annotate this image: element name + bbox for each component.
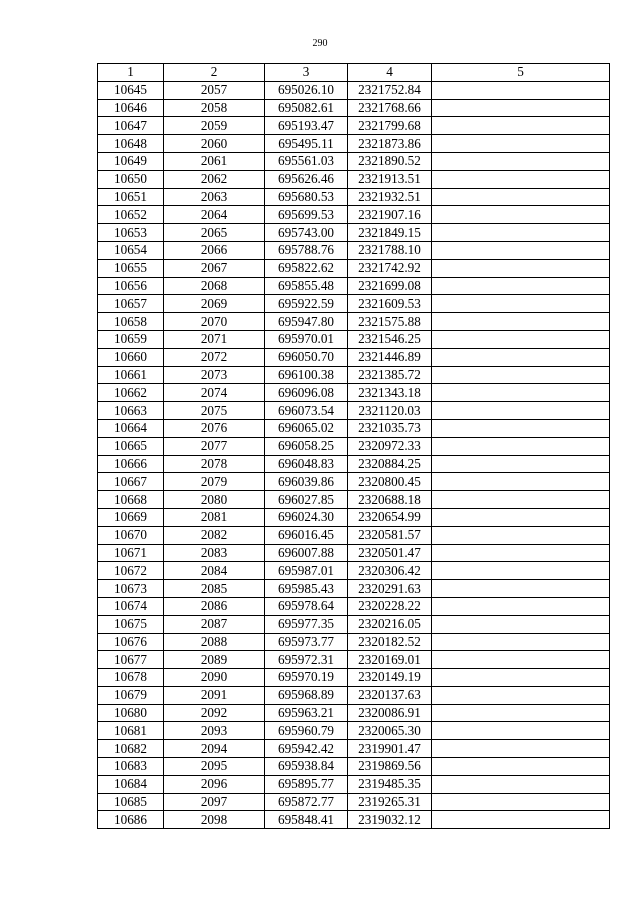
table-cell-col-2: 2074 [164, 384, 265, 402]
table-row [98, 633, 610, 651]
table-cell-col-1: 10646 [98, 99, 164, 117]
table-cell-col-1: 10664 [98, 419, 164, 437]
table-cell-col-2: 2095 [164, 758, 265, 776]
table-cell-col-3: 695978.64 [265, 597, 348, 615]
table-cell-col-5 [432, 455, 610, 473]
table-cell-col-3: 696039.86 [265, 473, 348, 491]
table-cell-col-4: 2321752.84 [348, 81, 432, 99]
table-cell-col-4: 2320800.45 [348, 473, 432, 491]
table-cell-col-3: 696016.45 [265, 526, 348, 544]
table-cell-col-5 [432, 419, 610, 437]
table-cell-col-4: 2320972.33 [348, 437, 432, 455]
column-header-4: 4 [348, 64, 432, 82]
table-cell-col-4: 2320169.01 [348, 651, 432, 669]
table-cell-col-1: 10684 [98, 775, 164, 793]
table-row [98, 526, 610, 544]
table-cell-col-3: 695082.61 [265, 99, 348, 117]
table-cell-col-2: 2057 [164, 81, 265, 99]
table-cell-col-5 [432, 366, 610, 384]
table-row [98, 330, 610, 348]
table-row [98, 99, 610, 117]
table-cell-col-2: 2092 [164, 704, 265, 722]
table-row [98, 669, 610, 687]
table-cell-col-3: 695963.21 [265, 704, 348, 722]
table-cell-col-1: 10662 [98, 384, 164, 402]
table-body [98, 81, 610, 828]
table-cell-col-2: 2080 [164, 491, 265, 509]
table-cell-col-2: 2073 [164, 366, 265, 384]
table-cell-col-2: 2094 [164, 740, 265, 758]
table-cell-col-5 [432, 615, 610, 633]
column-header-5: 5 [432, 64, 610, 82]
table-cell-col-1: 10658 [98, 313, 164, 331]
table-row [98, 508, 610, 526]
table-cell-col-4: 2321546.25 [348, 330, 432, 348]
table-cell-col-5 [432, 348, 610, 366]
table-cell-col-2: 2061 [164, 152, 265, 170]
table-cell-col-1: 10647 [98, 117, 164, 135]
table-cell-col-5 [432, 277, 610, 295]
table-cell-col-3: 696024.30 [265, 508, 348, 526]
table-cell-col-5 [432, 526, 610, 544]
table-cell-col-1: 10656 [98, 277, 164, 295]
table-cell-col-4: 2321446.89 [348, 348, 432, 366]
table-cell-col-2: 2071 [164, 330, 265, 348]
table-row [98, 170, 610, 188]
table-row [98, 277, 610, 295]
table-row [98, 651, 610, 669]
table-cell-col-5 [432, 686, 610, 704]
table-cell-col-2: 2072 [164, 348, 265, 366]
table-cell-col-3: 695987.01 [265, 562, 348, 580]
table-cell-col-1: 10661 [98, 366, 164, 384]
table-cell-col-2: 2088 [164, 633, 265, 651]
table-header-row [98, 64, 610, 82]
table-row [98, 384, 610, 402]
table-cell-col-4: 2320501.47 [348, 544, 432, 562]
table-cell-col-5 [432, 224, 610, 242]
table-cell-col-2: 2084 [164, 562, 265, 580]
table-cell-col-4: 2320065.30 [348, 722, 432, 740]
table-cell-col-1: 10666 [98, 455, 164, 473]
table-cell-col-2: 2068 [164, 277, 265, 295]
table-cell-col-4: 2319265.31 [348, 793, 432, 811]
table-cell-col-1: 10670 [98, 526, 164, 544]
table-cell-col-3: 696096.08 [265, 384, 348, 402]
table-cell-col-2: 2063 [164, 188, 265, 206]
coordinates-table [97, 63, 610, 829]
table-cell-col-4: 2320182.52 [348, 633, 432, 651]
table-cell-col-5 [432, 135, 610, 153]
table-cell-col-3: 696058.25 [265, 437, 348, 455]
table-row [98, 295, 610, 313]
table-cell-col-1: 10667 [98, 473, 164, 491]
table-cell-col-5 [432, 99, 610, 117]
table-cell-col-1: 10651 [98, 188, 164, 206]
table-cell-col-4: 2320654.99 [348, 508, 432, 526]
table-cell-col-3: 695922.59 [265, 295, 348, 313]
table-row [98, 740, 610, 758]
table-cell-col-5 [432, 580, 610, 598]
table-cell-col-4: 2320291.63 [348, 580, 432, 598]
table-cell-col-5 [432, 740, 610, 758]
table-cell-col-1: 10655 [98, 259, 164, 277]
column-header-3: 3 [265, 64, 348, 82]
table-cell-col-5 [432, 206, 610, 224]
table-cell-col-3: 695968.89 [265, 686, 348, 704]
table-cell-col-3: 695938.84 [265, 758, 348, 776]
table-cell-col-5 [432, 722, 610, 740]
table-cell-col-2: 2070 [164, 313, 265, 331]
table-cell-col-4: 2321343.18 [348, 384, 432, 402]
table-cell-col-1: 10649 [98, 152, 164, 170]
table-cell-col-1: 10678 [98, 669, 164, 687]
table-cell-col-3: 696027.85 [265, 491, 348, 509]
table-cell-col-5 [432, 295, 610, 313]
table-cell-col-2: 2059 [164, 117, 265, 135]
table-cell-col-3: 696065.02 [265, 419, 348, 437]
table-row [98, 615, 610, 633]
table-cell-col-3: 695972.31 [265, 651, 348, 669]
table-cell-col-2: 2079 [164, 473, 265, 491]
table-cell-col-2: 2064 [164, 206, 265, 224]
table-cell-col-5 [432, 758, 610, 776]
table-cell-col-5 [432, 491, 610, 509]
table-cell-col-2: 2089 [164, 651, 265, 669]
table-row [98, 366, 610, 384]
table-cell-col-3: 696050.70 [265, 348, 348, 366]
table-cell-col-4: 2321913.51 [348, 170, 432, 188]
table-cell-col-5 [432, 384, 610, 402]
table-cell-col-1: 10659 [98, 330, 164, 348]
table-cell-col-4: 2321907.16 [348, 206, 432, 224]
table-row [98, 758, 610, 776]
table-cell-col-2: 2060 [164, 135, 265, 153]
table-cell-col-1: 10680 [98, 704, 164, 722]
table-row [98, 686, 610, 704]
table-cell-col-2: 2077 [164, 437, 265, 455]
table-cell-col-1: 10674 [98, 597, 164, 615]
table-cell-col-1: 10650 [98, 170, 164, 188]
table-row [98, 473, 610, 491]
table-cell-col-3: 695985.43 [265, 580, 348, 598]
table-row [98, 722, 610, 740]
table-row [98, 562, 610, 580]
table-row [98, 704, 610, 722]
table-cell-col-1: 10673 [98, 580, 164, 598]
table-cell-col-4: 2320688.18 [348, 491, 432, 509]
table-cell-col-4: 2320137.63 [348, 686, 432, 704]
table-cell-col-3: 695977.35 [265, 615, 348, 633]
table-cell-col-2: 2083 [164, 544, 265, 562]
table-cell-col-4: 2320306.42 [348, 562, 432, 580]
table-row [98, 597, 610, 615]
table-cell-col-2: 2062 [164, 170, 265, 188]
table-cell-col-3: 696100.38 [265, 366, 348, 384]
table-cell-col-4: 2321873.86 [348, 135, 432, 153]
table-cell-col-3: 695026.10 [265, 81, 348, 99]
table-cell-col-3: 695788.76 [265, 241, 348, 259]
table-cell-col-1: 10645 [98, 81, 164, 99]
table-row [98, 135, 610, 153]
table-cell-col-2: 2067 [164, 259, 265, 277]
table-cell-col-2: 2090 [164, 669, 265, 687]
table-cell-col-1: 10654 [98, 241, 164, 259]
table-cell-col-2: 2078 [164, 455, 265, 473]
table-cell-col-4: 2321799.68 [348, 117, 432, 135]
table-cell-col-4: 2321768.66 [348, 99, 432, 117]
table-cell-col-4: 2321609.53 [348, 295, 432, 313]
table-row [98, 313, 610, 331]
table-cell-col-1: 10660 [98, 348, 164, 366]
table-cell-col-3: 696048.83 [265, 455, 348, 473]
table-row [98, 152, 610, 170]
table-cell-col-4: 2320086.91 [348, 704, 432, 722]
table-cell-col-5 [432, 152, 610, 170]
table-cell-col-1: 10671 [98, 544, 164, 562]
table-cell-col-4: 2319032.12 [348, 811, 432, 829]
table-cell-col-3: 695626.46 [265, 170, 348, 188]
table-cell-col-5 [432, 597, 610, 615]
table-cell-col-2: 2058 [164, 99, 265, 117]
table-cell-col-4: 2321932.51 [348, 188, 432, 206]
table-cell-col-4: 2321699.08 [348, 277, 432, 295]
table-cell-col-1: 10648 [98, 135, 164, 153]
table-cell-col-1: 10652 [98, 206, 164, 224]
table-cell-col-3: 695699.53 [265, 206, 348, 224]
table-row [98, 793, 610, 811]
table-cell-col-5 [432, 793, 610, 811]
table-cell-col-3: 695970.01 [265, 330, 348, 348]
table-cell-col-2: 2066 [164, 241, 265, 259]
table-cell-col-1: 10676 [98, 633, 164, 651]
table-cell-col-3: 695561.03 [265, 152, 348, 170]
table-row [98, 81, 610, 99]
table-cell-col-5 [432, 669, 610, 687]
table-cell-col-5 [432, 117, 610, 135]
table-cell-col-4: 2321035.73 [348, 419, 432, 437]
table-row [98, 419, 610, 437]
table-row [98, 491, 610, 509]
table-row [98, 580, 610, 598]
table-cell-col-1: 10672 [98, 562, 164, 580]
table-cell-col-5 [432, 775, 610, 793]
table-cell-col-5 [432, 81, 610, 99]
table-cell-col-2: 2098 [164, 811, 265, 829]
table-cell-col-4: 2321890.52 [348, 152, 432, 170]
table-cell-col-2: 2082 [164, 526, 265, 544]
table-row [98, 241, 610, 259]
table-cell-col-4: 2321849.15 [348, 224, 432, 242]
table-cell-col-3: 695973.77 [265, 633, 348, 651]
table-cell-col-1: 10669 [98, 508, 164, 526]
table-cell-col-1: 10665 [98, 437, 164, 455]
table-row [98, 224, 610, 242]
table-cell-col-1: 10681 [98, 722, 164, 740]
table-row [98, 455, 610, 473]
table-cell-col-1: 10686 [98, 811, 164, 829]
table-cell-col-2: 2086 [164, 597, 265, 615]
table-cell-col-4: 2321575.88 [348, 313, 432, 331]
table-cell-col-3: 696007.88 [265, 544, 348, 562]
table-cell-col-4: 2321120.03 [348, 402, 432, 420]
table-row [98, 402, 610, 420]
table-cell-col-2: 2076 [164, 419, 265, 437]
table-cell-col-3: 695855.48 [265, 277, 348, 295]
table-row [98, 117, 610, 135]
table-cell-col-3: 695848.41 [265, 811, 348, 829]
table-cell-col-4: 2321788.10 [348, 241, 432, 259]
table-row [98, 206, 610, 224]
table-cell-col-4: 2320216.05 [348, 615, 432, 633]
table-cell-col-2: 2081 [164, 508, 265, 526]
table-cell-col-2: 2069 [164, 295, 265, 313]
table-cell-col-5 [432, 241, 610, 259]
page-number: 290 [312, 38, 328, 49]
table-cell-col-3: 695680.53 [265, 188, 348, 206]
table-cell-col-3: 695947.80 [265, 313, 348, 331]
table-cell-col-5 [432, 402, 610, 420]
table-cell-col-5 [432, 313, 610, 331]
table-cell-col-5 [432, 633, 610, 651]
table-cell-col-5 [432, 437, 610, 455]
table-cell-col-2: 2097 [164, 793, 265, 811]
table-cell-col-2: 2096 [164, 775, 265, 793]
table-row [98, 544, 610, 562]
table-cell-col-1: 10682 [98, 740, 164, 758]
table-cell-col-3: 695822.62 [265, 259, 348, 277]
table-cell-col-1: 10675 [98, 615, 164, 633]
table-cell-col-3: 695960.79 [265, 722, 348, 740]
table-cell-col-5 [432, 704, 610, 722]
table-cell-col-2: 2075 [164, 402, 265, 420]
table-cell-col-1: 10677 [98, 651, 164, 669]
table-cell-col-5 [432, 259, 610, 277]
table-cell-col-5 [432, 544, 610, 562]
table-cell-col-1: 10653 [98, 224, 164, 242]
table-cell-col-1: 10657 [98, 295, 164, 313]
table-cell-col-1: 10668 [98, 491, 164, 509]
table-row [98, 437, 610, 455]
table-cell-col-5 [432, 330, 610, 348]
table-cell-col-3: 695970.19 [265, 669, 348, 687]
column-header-1: 1 [98, 64, 164, 82]
table-cell-col-2: 2085 [164, 580, 265, 598]
table-cell-col-5 [432, 811, 610, 829]
table-cell-col-3: 695895.77 [265, 775, 348, 793]
table-cell-col-5 [432, 473, 610, 491]
table-cell-col-5 [432, 188, 610, 206]
table-cell-col-4: 2319901.47 [348, 740, 432, 758]
table-cell-col-4: 2320581.57 [348, 526, 432, 544]
table-row [98, 348, 610, 366]
table-cell-col-4: 2321385.72 [348, 366, 432, 384]
table-cell-col-1: 10663 [98, 402, 164, 420]
table-cell-col-3: 695872.77 [265, 793, 348, 811]
table-cell-col-5 [432, 170, 610, 188]
table-cell-col-4: 2321742.92 [348, 259, 432, 277]
table-cell-col-2: 2065 [164, 224, 265, 242]
column-header-2: 2 [164, 64, 265, 82]
table-cell-col-4: 2320884.25 [348, 455, 432, 473]
table-cell-col-5 [432, 562, 610, 580]
table-cell-col-3: 696073.54 [265, 402, 348, 420]
table-cell-col-5 [432, 508, 610, 526]
table-cell-col-5 [432, 651, 610, 669]
table-cell-col-4: 2319869.56 [348, 758, 432, 776]
table-cell-col-1: 10685 [98, 793, 164, 811]
table-row [98, 775, 610, 793]
table-cell-col-2: 2093 [164, 722, 265, 740]
table-row [98, 259, 610, 277]
table-row [98, 188, 610, 206]
table-cell-col-2: 2091 [164, 686, 265, 704]
table-cell-col-1: 10683 [98, 758, 164, 776]
table-cell-col-1: 10679 [98, 686, 164, 704]
table-cell-col-2: 2087 [164, 615, 265, 633]
table-cell-col-3: 695495.11 [265, 135, 348, 153]
table-cell-col-4: 2320149.19 [348, 669, 432, 687]
table-cell-col-3: 695193.47 [265, 117, 348, 135]
table-cell-col-4: 2320228.22 [348, 597, 432, 615]
table-cell-col-3: 695942.42 [265, 740, 348, 758]
table-row [98, 811, 610, 829]
table-cell-col-4: 2319485.35 [348, 775, 432, 793]
table-cell-col-3: 695743.00 [265, 224, 348, 242]
